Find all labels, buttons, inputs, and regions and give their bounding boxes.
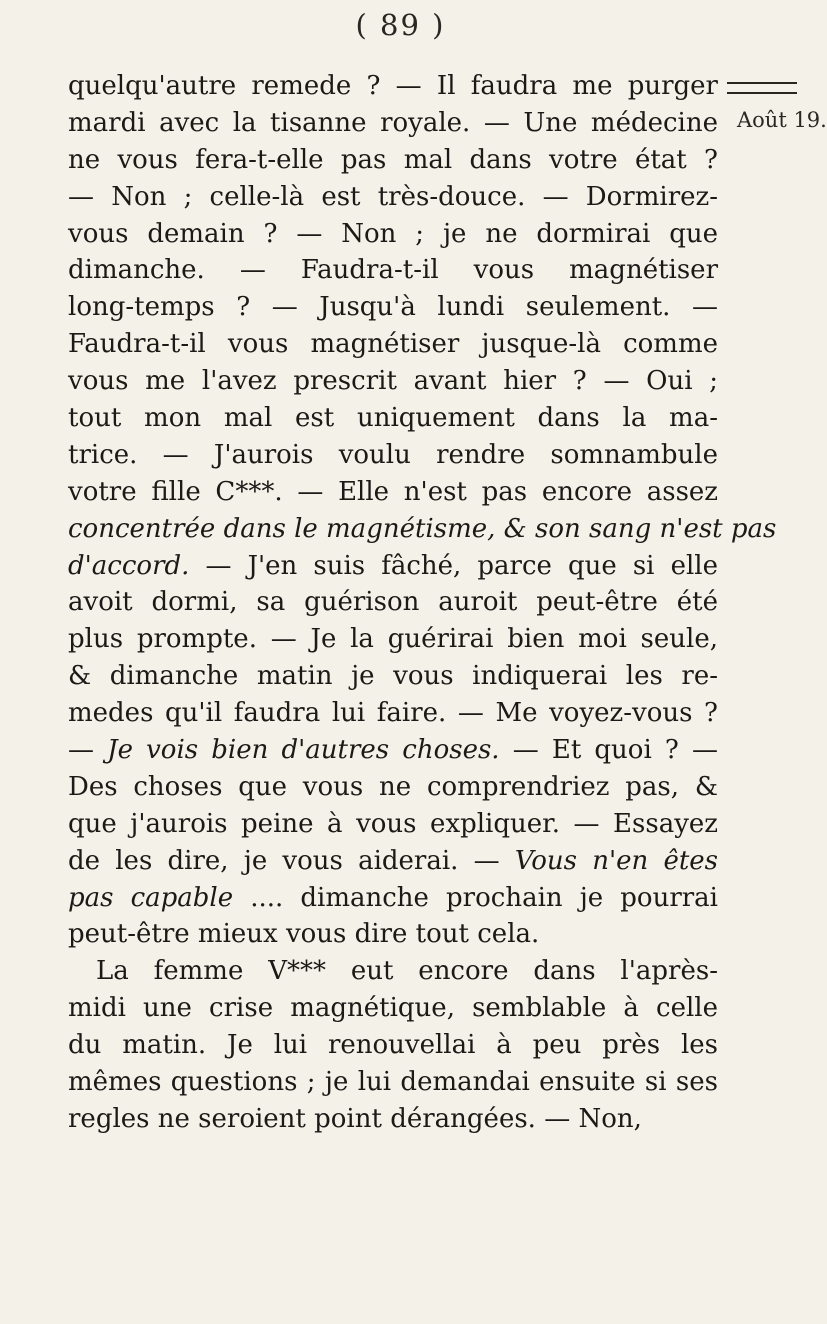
text-segment: du matin. Je lui renouvellai à peu près les [68, 1030, 718, 1061]
text-segment: trice. — J'aurois voulu rendre somnambule [68, 439, 718, 470]
text-line [68, 695, 718, 732]
text-segment: — J'en suis fâché, parce que si elle [189, 550, 718, 581]
text-segment: dimanche. — Faudra-t-il vous magnétiser [68, 255, 718, 286]
text-line [68, 953, 718, 990]
text-line [68, 658, 718, 695]
text-segment: peut-être mieux vous dire tout cela. [68, 919, 540, 950]
text-segment: que j'aurois peine à vous expliquer. — Essayez [68, 808, 718, 839]
text-segment: vous me l'avez prescrit avant hier ? — Oui ; [68, 366, 718, 397]
text-line [68, 621, 718, 658]
text-segment: plus prompte. — Je la guérirai bien moi seule, [68, 624, 718, 655]
text-line [68, 105, 718, 142]
text-segment: regles ne seroient point dérangées. — Non, [68, 1103, 642, 1134]
text-segment: long-temps ? — Jusqu'à lundi seulement. — [68, 292, 718, 323]
text-line [68, 252, 718, 289]
text-line [68, 68, 718, 105]
text-line [68, 584, 718, 621]
text-segment: ne vous fera-t-elle pas mal dans votre état ? [68, 144, 718, 175]
text-line [68, 990, 718, 1027]
italic-text: d'accord. [68, 550, 190, 581]
text-line [68, 1101, 718, 1138]
text-line [68, 511, 777, 548]
text-segment: — [68, 735, 108, 766]
text-segment: avoit dormi, sa guérison auroit peut-être été [68, 587, 718, 618]
text-segment: votre fille C***. — Elle n'est pas encore assez [68, 476, 718, 507]
italic-text: Je vois bien d'autres choses. [107, 735, 500, 766]
text-segment: quelqu'autre remede ? — Il faudra me purger [68, 71, 718, 101]
text-segment: .... dimanche prochain je pourrai [233, 882, 718, 913]
text-segment: — Non ; celle-là est très-douce. — Dormirez- [68, 181, 718, 212]
text-line [68, 289, 718, 326]
text-line [68, 1064, 718, 1101]
text-line [68, 326, 718, 363]
text-segment: de les dire, je vous aiderai. — [68, 845, 515, 876]
italic-text: concentrée dans le magnétisme, & son sang n'est pas [68, 513, 777, 544]
text-segment: midi une crise magnétique, semblable à celle [68, 993, 718, 1024]
margin-date-note: Août 19. [737, 108, 827, 132]
text-line [68, 880, 718, 917]
text-segment: vous demain ? — Non ; je ne dormirai que [68, 218, 718, 249]
text-line [68, 437, 718, 474]
text-segment: tout mon mal est uniquement dans la ma- [68, 403, 718, 434]
text-line [68, 216, 718, 253]
text-line [68, 142, 718, 179]
text-line [68, 400, 718, 437]
text-segment: medes qu'il faudra lui faire. — Me voyez-vous ? [68, 698, 718, 729]
text-segment: — Et quoi ? — [499, 735, 718, 766]
text-line [68, 732, 718, 769]
text-segment: Faudra-t-il vous magnétiser jusque-là comme [68, 329, 718, 360]
page-number: ( 89 ) [355, 8, 446, 42]
text-segment: mêmes questions ; je lui demandai ensuite si ses [68, 1067, 718, 1098]
text-segment: mardi avec la tisanne royale. — Une médecine [68, 107, 718, 138]
text-line [68, 916, 718, 953]
text-line [68, 363, 718, 400]
text-line [68, 843, 718, 880]
body-text [68, 68, 777, 1138]
text-line [68, 806, 718, 843]
text-line [68, 548, 718, 585]
text-segment: & dimanche matin je vous indiquerai les re- [68, 661, 718, 692]
italic-text: pas capable [68, 882, 234, 913]
text-segment: La femme V*** eut encore dans l'après- [96, 956, 718, 987]
text-line [68, 1027, 718, 1064]
text-segment: Des choses que vous ne comprendriez pas, & [68, 771, 718, 802]
text-line [68, 474, 718, 511]
text-line [68, 179, 718, 216]
printed-rule-mark [727, 82, 797, 94]
italic-text: Vous n'en êtes [514, 845, 719, 876]
text-line [68, 769, 718, 806]
